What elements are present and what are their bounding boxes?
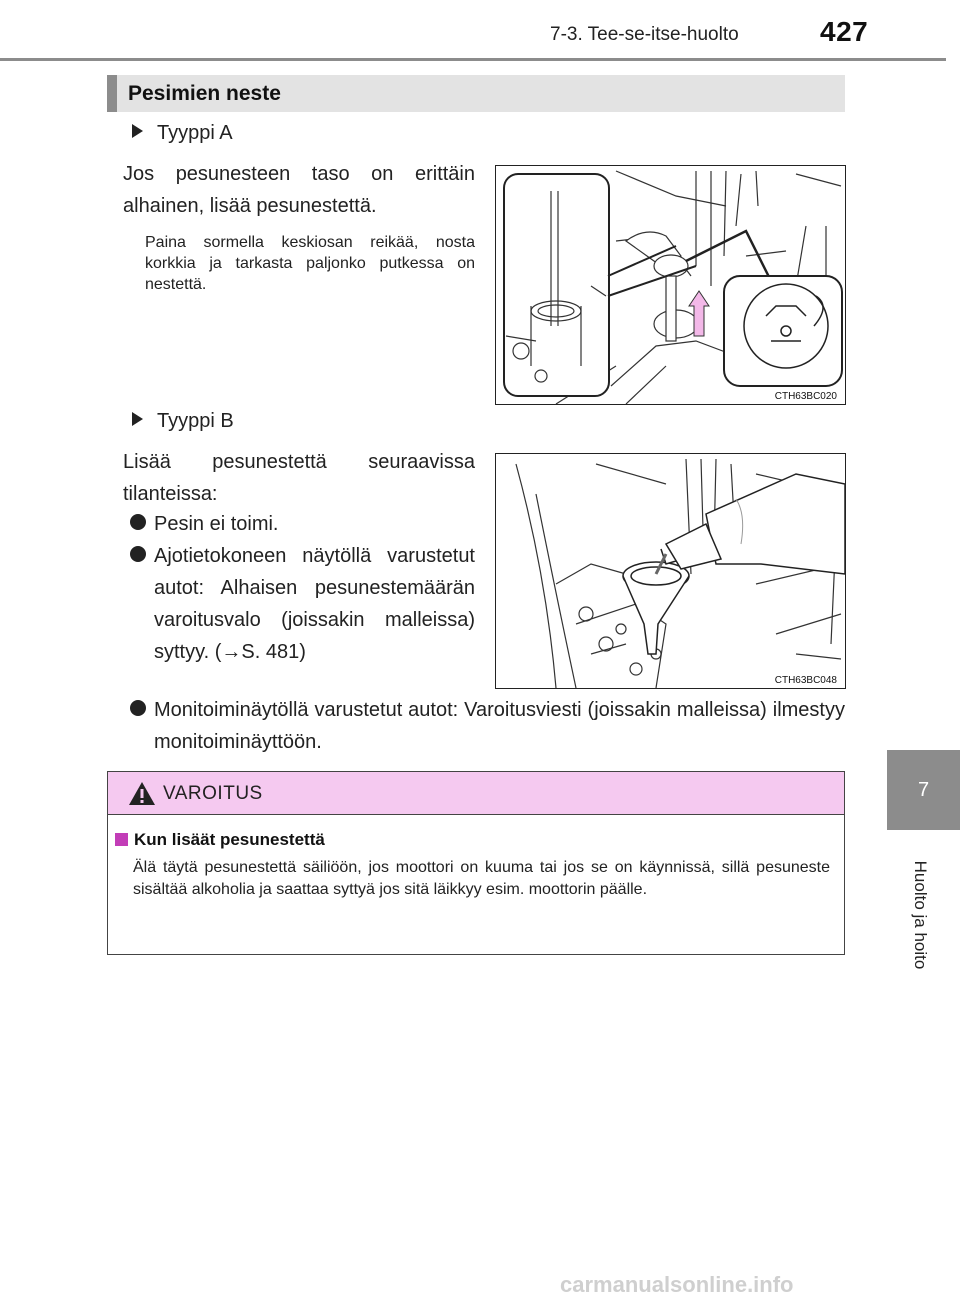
bullet-text: Pesin ei toimi. [154, 513, 279, 535]
header-section-title: 7-3. Tee-se-itse-huolto [550, 24, 739, 45]
bullet-dot-icon [130, 700, 146, 716]
washer-cap-illustration [496, 166, 845, 404]
figure-washer-tank-type-b [495, 453, 846, 689]
square-bullet-icon [115, 833, 128, 846]
chapter-tab: 7 [887, 750, 960, 830]
bullet-dot-icon [130, 514, 146, 530]
bullet-text: Monitoiminäytöllä varustetut autot: Varoitusviesti (joissakin malleissa) ilmestyy monitoiminäyttöön. [154, 699, 845, 753]
section-title: Pesimien neste [128, 82, 281, 105]
type-a-heading-label: Tyyppi A [157, 122, 233, 144]
header-rule [0, 58, 946, 61]
warning-title: VAROITUS [163, 783, 263, 804]
chapter-title: Huolto ja hoito [911, 860, 930, 970]
type-a-heading [132, 122, 233, 145]
type-a-text: Jos pesunesteen taso on erittäin alhainen, lisää pesunestettä. [123, 163, 475, 217]
warning-subtitle [115, 830, 325, 850]
washer-filling-illustration [496, 454, 845, 688]
type-b-heading [132, 410, 234, 433]
figure-washer-tank-type-a [495, 165, 846, 405]
figure-b-code: CTH63BC048 [774, 675, 837, 686]
watermark: carmanualsonline.info [560, 1272, 794, 1297]
bullet-text: Ajotietokoneen näytöllä varustetut autot: Alhaisen pesunestemäärän varoitusvalo (joissakin malleissa) syttyy. (→S. 481) [154, 545, 475, 663]
section-title-bar [107, 75, 845, 112]
type-b-heading-label: Tyyppi B [157, 410, 234, 432]
triangle-bullet-icon [132, 412, 143, 426]
warning-triangle-icon [128, 781, 156, 806]
chapter-title-vertical [870, 840, 960, 990]
warning-header [108, 772, 844, 815]
page-number: 427 [820, 16, 869, 47]
bullet-item [130, 694, 845, 758]
bullet-item [130, 508, 475, 540]
warning-text: Älä täytä pesunestettä säiliöön, jos moottori on kuuma tai jos se on käynnissä, sillä pesuneste sisältää alkoholia ja saattaa syttyä jos sitä läikkyy esim. moottorin päälle. [133, 859, 830, 898]
triangle-bullet-icon [132, 124, 143, 138]
warning-box [107, 771, 845, 955]
type-a-instruction: Paina sormella keskiosan reikää, nosta korkkia ja tarkasta paljonko putkessa on nestettä. [145, 234, 475, 293]
bullet-item [130, 540, 475, 668]
figure-a-code: CTH63BC020 [774, 391, 837, 402]
bullet-dot-icon [130, 546, 146, 562]
type-b-text: Lisää pesunestettä seuraavissa tilanteissa: [123, 451, 475, 505]
warning-subtitle-label: Kun lisäät pesunestettä [134, 830, 325, 849]
